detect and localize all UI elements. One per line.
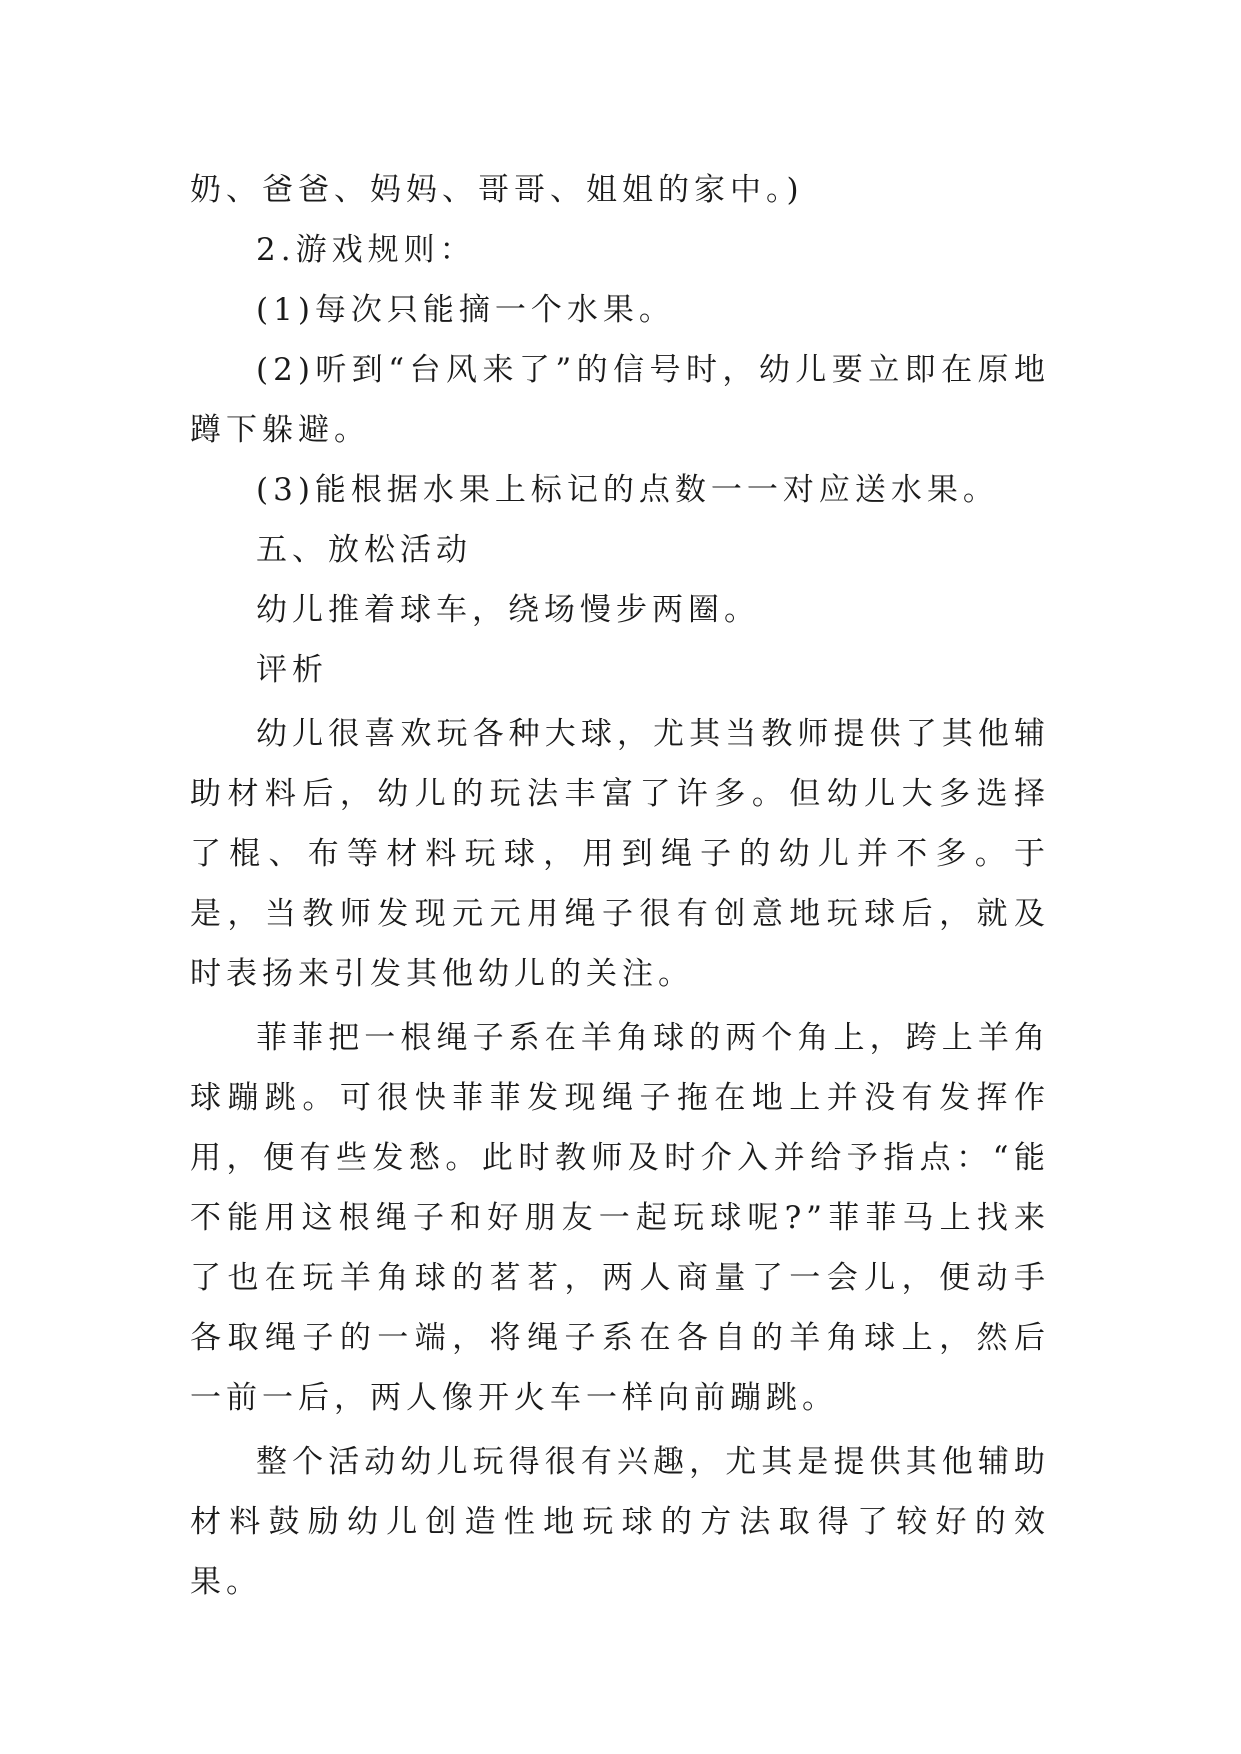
- paragraph-relax-activity: 幼儿推着球车，绕场慢步两圈。: [256, 592, 760, 628]
- section-heading-relax: 五、放松活动: [256, 532, 472, 568]
- paragraph-game-rules-heading: 2.游戏规则：: [256, 232, 476, 268]
- paragraph-rule-1: (1)每次只能摘一个水果。: [256, 292, 675, 328]
- document-body: [190, 160, 1050, 1612]
- paragraph-continuation: 奶、爸爸、妈妈、哥哥、姐姐的家中。): [190, 172, 804, 208]
- paragraph-evaluation-3: 整个活动幼儿玩得很有兴趣，尤其是提供其他辅助材料鼓励幼儿创造性地玩球的方法取得了较好的效果。: [190, 1444, 1050, 1600]
- paragraph-evaluation-2: 菲菲把一根绳子系在羊角球的两个角上，跨上羊角球蹦跳。可很快菲菲发现绳子拖在地上并没有发挥作用，便有些发愁。此时教师及时介入并给予指点：“能不能用这根绳子和好朋友一起玩球呢?”菲菲马上找来了也在玩羊角球的茗茗，两人商量了一会儿，便动手各取绳子的一端，将绳子系在各自的羊角球上，然后一前一后，两人像开火车一样向前蹦跳。: [190, 1020, 1050, 1416]
- paragraph-rule-2: (2)听到“台风来了”的信号时，幼儿要立即在原地蹲下躲避。: [190, 352, 1050, 448]
- paragraph-evaluation-1: 幼儿很喜欢玩各种大球，尤其当教师提供了其他辅助材料后，幼儿的玩法丰富了许多。但幼儿大多选择了棍、布等材料玩球，用到绳子的幼儿并不多。于是，当教师发现元元用绳子很有创意地玩球后，就及时表扬来引发其他幼儿的关注。: [190, 716, 1050, 992]
- section-heading-evaluation: 评析: [256, 652, 328, 688]
- paragraph-rule-3: (3)能根据水果上标记的点数一一对应送水果。: [256, 472, 999, 508]
